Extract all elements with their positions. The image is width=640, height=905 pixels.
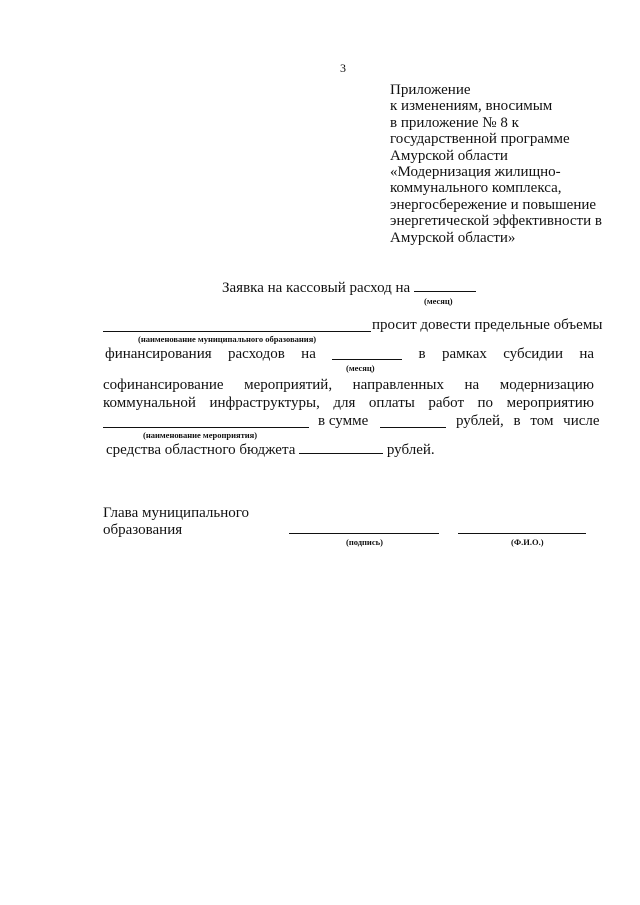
municipality-blank [103, 331, 371, 332]
month-blank-2 [332, 346, 402, 360]
appendix-line: Амурской области [390, 147, 508, 164]
appendix-line: государственной программе [390, 131, 570, 148]
signature-note: (подпись) [346, 537, 383, 547]
word: на [301, 346, 316, 362]
event-blank [103, 427, 309, 428]
word: рамках [441, 346, 487, 362]
rubles-including-text [456, 413, 600, 430]
title-text: Заявка на кассовый расход на [222, 280, 411, 296]
word: модернизацию [499, 377, 594, 393]
appendix-line: «Модернизация жилищно- [390, 164, 561, 181]
word: софинансирование [103, 377, 224, 393]
event-note: (наименование мероприятия) [143, 430, 258, 440]
municipality-note: (наименование муниципального образования) [138, 334, 317, 344]
appendix-line: Приложение [390, 82, 471, 98]
appendix-line: в приложение № 8 к [390, 114, 519, 131]
word: на [579, 346, 594, 362]
budget-text: средства областного бюджета [106, 442, 296, 458]
word: направленных [352, 377, 444, 393]
appendix-line: энергосбережение и повышение [390, 196, 597, 213]
word: коммунальной [103, 395, 196, 411]
appendix-line: энергетической эффективности в [390, 213, 602, 230]
appendix-line: коммунального комплекса, [390, 180, 562, 197]
text-line-3 [103, 377, 594, 394]
fio-note: (Ф.И.О.) [511, 537, 544, 547]
budget-blank [299, 440, 383, 454]
word: мероприятию [506, 395, 594, 411]
appendix-line: Амурской области» [390, 229, 516, 246]
text-line-6 [106, 440, 435, 459]
document-title [222, 278, 476, 297]
text-line-2 [105, 346, 594, 363]
month-blank [414, 278, 476, 292]
word: мероприятий, [244, 377, 333, 393]
word: финансирования [105, 346, 212, 362]
word: субсидии [503, 346, 563, 362]
month-note-2: (месяц) [346, 363, 375, 373]
sum-blank [380, 427, 446, 428]
rubles-including: рублей, в том числе [456, 413, 600, 429]
appendix-line: к изменениям, вносимым [390, 98, 553, 115]
signature-line: образования [103, 522, 183, 538]
page-number: 3 [340, 61, 346, 75]
word: для [333, 395, 356, 411]
word: оплаты [368, 395, 415, 411]
in-sum-text: в сумме [318, 413, 369, 429]
word: расходов [227, 346, 285, 362]
word: инфраструктуры, [209, 395, 320, 411]
signature-blank [289, 533, 439, 534]
signature-title [103, 505, 249, 539]
rubles-text: рублей. [386, 442, 435, 458]
month-note: (месяц) [424, 296, 453, 306]
word: в [418, 346, 426, 362]
fio-blank [458, 533, 586, 534]
appendix-block [390, 82, 602, 246]
signature-line: Глава муниципального [103, 505, 250, 521]
line1-text: просит довести предельные объемы [372, 317, 603, 333]
word: на [464, 377, 480, 393]
word: по [477, 395, 494, 411]
text-line-4 [103, 395, 594, 412]
word: работ [428, 395, 465, 411]
